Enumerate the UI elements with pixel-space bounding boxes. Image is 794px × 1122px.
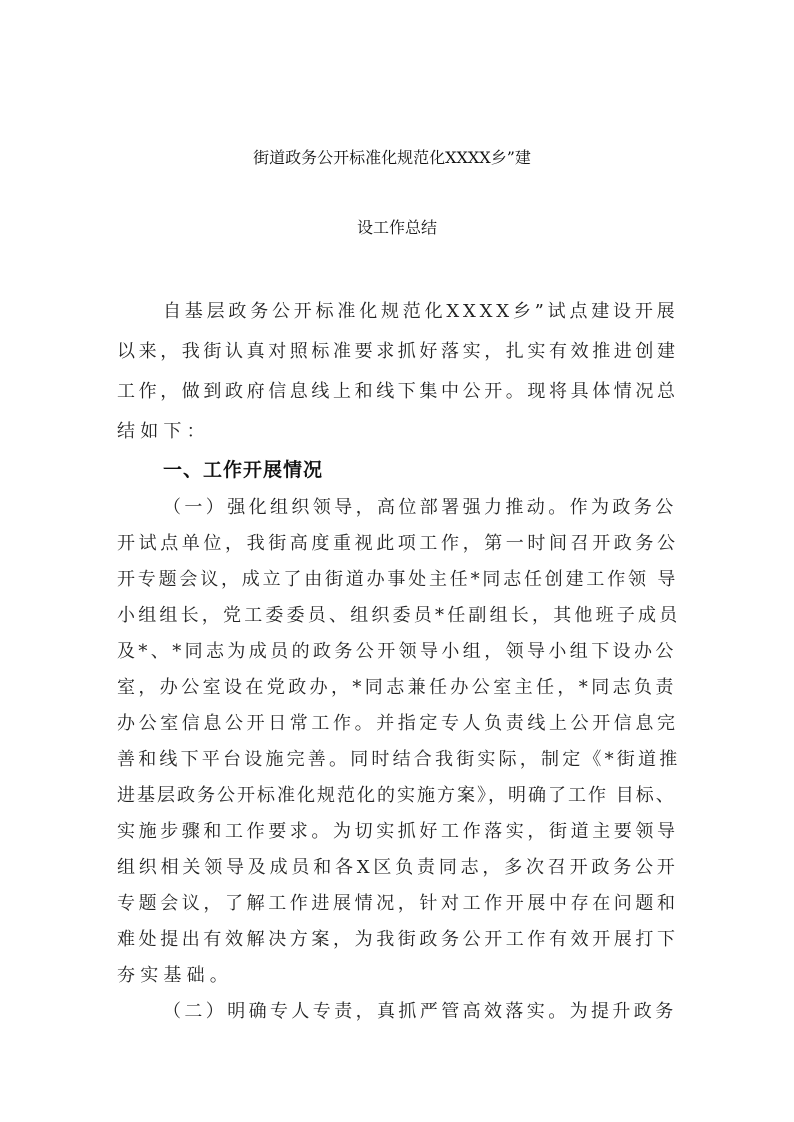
text-line: 开专题会议，成立了由街道办事处主任*同志任创建工作领 导: [117, 569, 679, 590]
text-line: 结如下：: [117, 421, 210, 442]
text-line: 及*、*同志为成员的政务公开领导小组，领导小组下设办公: [117, 641, 677, 662]
text-line: 小组组长，党工委委员、组织委员*任副组长，其他班子成员: [117, 605, 681, 626]
document-title-line-1: 街道政务公开标准化规范化XXXX乡”建: [253, 148, 531, 167]
text-line: 以来，我街认真对照标准要求抓好落实，扎实有效推进创建: [117, 341, 679, 362]
text-line: 开试点单位，我街高度重视此项工作，第一时间召开政务公: [117, 533, 679, 554]
text-line: 组织相关领导及成员和各X区负责同志，多次召开政务公开: [117, 857, 679, 878]
text-line: 办公室信息公开日常工作。并指定专人负责线上公开信息完: [117, 713, 679, 734]
document-title-line-2: 设工作总结: [356, 218, 437, 237]
text-line: 进基层政务公开标准化规范化的实施方案》，明确了工作 目标、: [117, 785, 676, 806]
text-line: 难处提出有效解决方案，为我街政务公开工作有效开展打下: [117, 929, 679, 950]
text-line: 自基层政务公开标准化规范化XXXX乡”试点建设开展: [163, 301, 679, 322]
text-line: 工作，做到政府信息线上和线下集中公开。现将具体情况总: [117, 381, 679, 402]
text-line: 室，办公室设在党政办，*同志兼任办公室主任，*同志负责: [117, 677, 677, 698]
text-line: 夯实基础。: [117, 965, 233, 986]
text-line: （一）强化组织领导，高位部署强力推动。作为政务公: [163, 497, 677, 518]
section-heading: 一、工作开展情况: [163, 459, 324, 481]
text-line: 善和线下平台设施完善。同时结合我街实际，制定《*街道推: [117, 749, 681, 770]
text-line: 专题会议，了解工作进展情况，针对工作开展中存在问题和: [117, 893, 679, 914]
text-line: 实施步骤和工作要求。为切实抓好工作落实，街道主要领导: [117, 821, 679, 842]
text-line: （二）明确专人专责，真抓严管高效落实。为提升政务: [163, 1001, 677, 1022]
